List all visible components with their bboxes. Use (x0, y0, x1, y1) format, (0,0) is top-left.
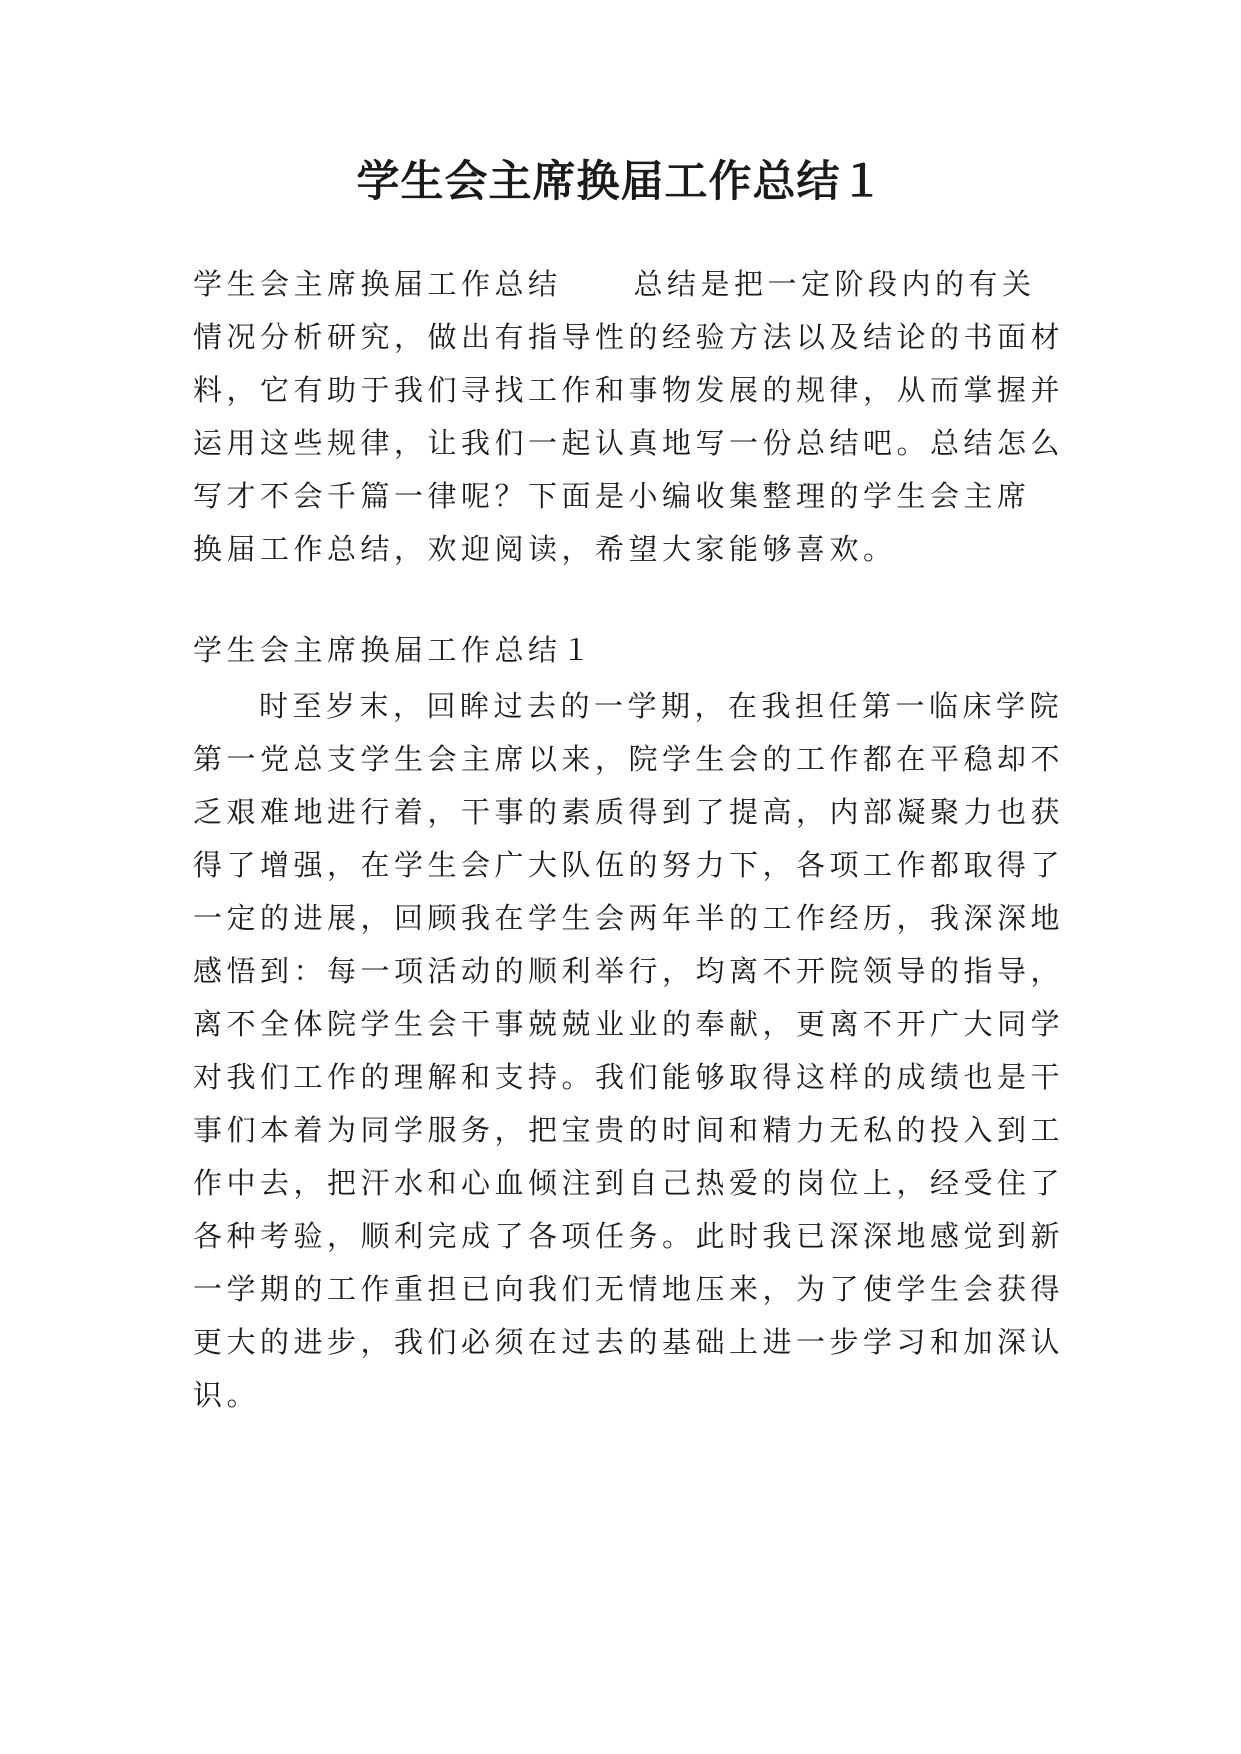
intro-line-4: 运用这些规律，让我们一起认真地写一份总结吧。总结怎么 (193, 426, 1065, 460)
intro-line-5: 写才不会千篇一律呢？下面是小编收集整理的学生会主席 (193, 479, 1031, 513)
intro-line-1-text: 总结是把一定阶段内的有关 (633, 267, 1036, 301)
document-title: 学生会主席换届工作总结１ (356, 157, 885, 207)
intro-line-2: 情况分析研究，做出有指导性的经验方法以及结论的书面材 (193, 320, 1065, 354)
intro-line-1 (193, 264, 1036, 304)
section-heading: 学生会主席换届工作总结１ (193, 633, 596, 667)
body-line-1: 时至岁末，回眸过去的一学期，在我担任第一临床学院 (259, 689, 1064, 723)
intro-lead: 学生会主席换届工作总结 (193, 267, 562, 301)
intro-line-6: 换届工作总结，欢迎阅读，希望大家能够喜欢。 (193, 532, 897, 566)
body-line-10: 作中去，把汗水和心血倾注到自己热爱的岗位上，经受住了 (193, 1166, 1065, 1200)
body-line-4: 得了增强，在学生会广大队伍的努力下，各项工作都取得了 (193, 848, 1065, 882)
body-line-11: 各种考验，顺利完成了各项任务。此时我已深深地感觉到新 (193, 1219, 1065, 1253)
body-line-12: 一学期的工作重担已向我们无情地压来，为了使学生会获得 (193, 1272, 1065, 1306)
body-line-9: 事们本着为同学服务，把宝贵的时间和精力无私的投入到工 (193, 1113, 1065, 1147)
body-line-14: 识。 (193, 1378, 261, 1412)
body-line-13: 更大的进步，我们必须在过去的基础上进一步学习和加深认 (193, 1325, 1065, 1359)
body-line-7: 离不全体院学生会干事兢兢业业的奉献，更离不开广大同学 (193, 1007, 1065, 1041)
body-line-2: 第一党总支学生会主席以来，院学生会的工作都在平稳却不 (193, 742, 1065, 776)
body-line-6: 感悟到：每一项活动的顺利举行，均离不开院领导的指导， (193, 954, 1065, 988)
body-line-8: 对我们工作的理解和支持。我们能够取得这样的成绩也是干 (193, 1060, 1065, 1094)
intro-line-3: 料，它有助于我们寻找工作和事物发展的规律，从而掌握并 (193, 373, 1065, 407)
body-line-5: 一定的进展，回顾我在学生会两年半的工作经历，我深深地 (193, 901, 1065, 935)
body-line-3: 乏艰难地进行着，干事的素质得到了提高，内部凝聚力也获 (193, 795, 1065, 829)
